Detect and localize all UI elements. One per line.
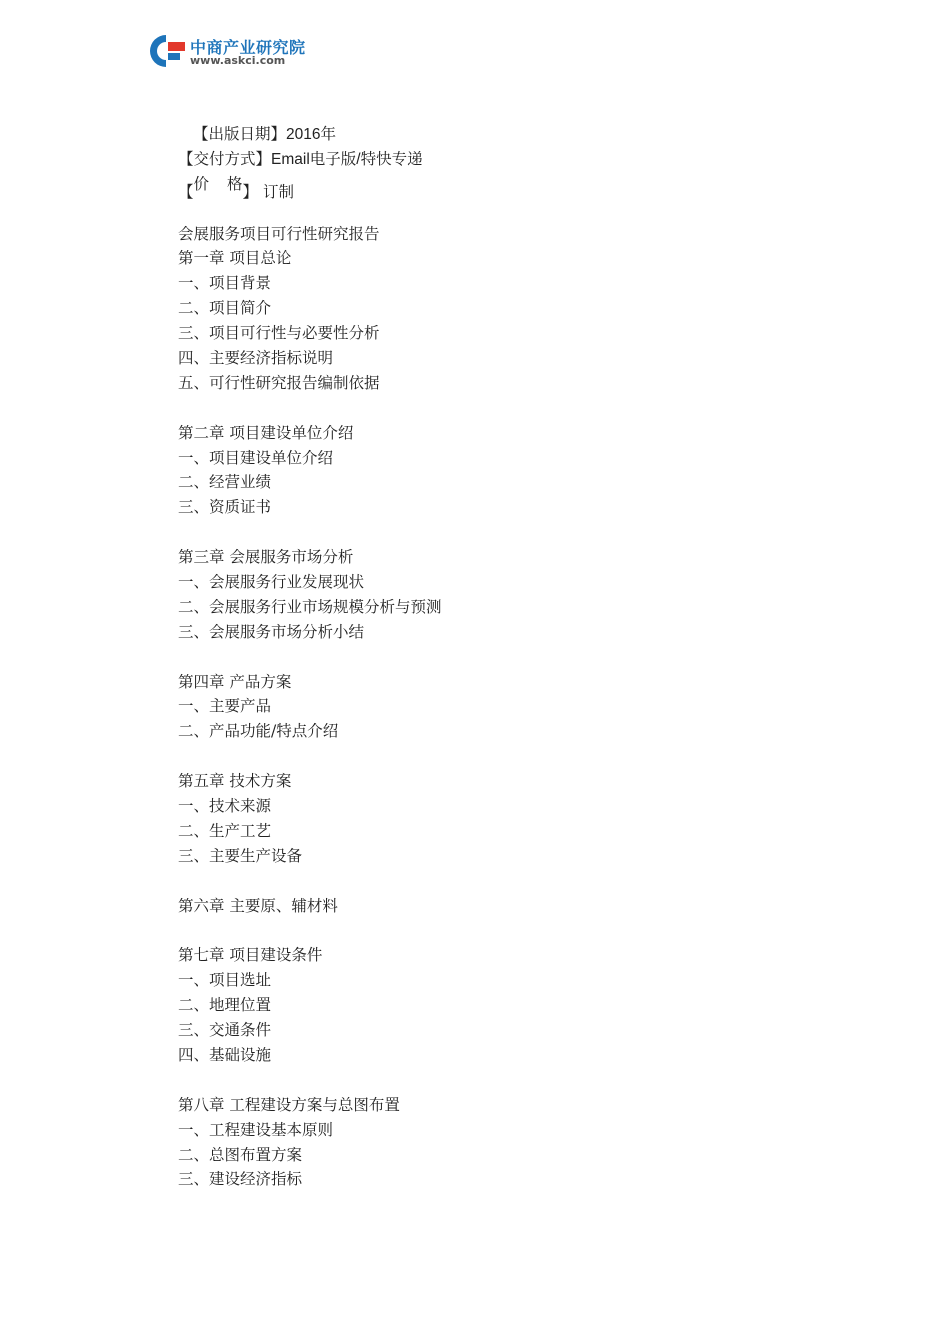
section-item: 四、基础设施 <box>178 1045 272 1064</box>
chapter-title: 第八章 工程建设方案与总图布置 <box>178 1095 400 1114</box>
price-value: 订制 <box>262 182 294 201</box>
publish-date-value: 2016年 <box>286 126 336 143</box>
section-item: 一、项目建设单位介绍 <box>178 448 334 467</box>
chapter-title: 第四章 产品方案 <box>178 672 292 691</box>
section-item: 五、可行性研究报告编制依据 <box>178 373 380 392</box>
section-item: 二、项目简介 <box>178 299 272 318</box>
section-item: 二、生产工艺 <box>178 821 272 840</box>
delivery-key: 【交付方式】 <box>178 149 272 168</box>
spacer <box>178 869 778 894</box>
section-item: 二、经营业绩 <box>178 473 272 492</box>
section-item: 二、会展服务行业市场规模分析与预测 <box>178 597 442 616</box>
price-key-char-1: 价 <box>193 174 210 193</box>
section-item: 三、项目可行性与必要性分析 <box>178 324 380 343</box>
spacer <box>178 396 778 421</box>
section-item: 一、主要产品 <box>178 697 272 716</box>
spacer <box>178 1068 778 1093</box>
chapter-title: 第一章 项目总论 <box>178 249 292 268</box>
delivery-value: Email电子版/特快专递 <box>271 150 423 168</box>
document-body <box>178 122 778 1192</box>
section-item: 二、总图布置方案 <box>178 1145 303 1164</box>
publish-date-line <box>178 122 778 147</box>
section-item: 三、会展服务市场分析小结 <box>178 622 365 641</box>
section-item: 一、项目背景 <box>178 274 272 293</box>
section-item: 二、地理位置 <box>178 996 272 1015</box>
delivery-line <box>178 147 778 172</box>
price-bracket-close: 】 <box>242 182 259 201</box>
askci-logo-mark-icon <box>148 33 186 69</box>
price-bracket-open: 【 <box>178 182 194 201</box>
publish-date-key: 【出版日期】 <box>193 125 287 143</box>
report-title: 会展服务项目可行性研究报告 <box>178 224 380 243</box>
section-item: 三、主要生产设备 <box>178 846 303 865</box>
price-key <box>194 172 243 197</box>
spacer <box>178 744 778 769</box>
spacer <box>178 645 778 670</box>
chapter-title: 第二章 项目建设单位介绍 <box>178 423 354 442</box>
table-of-contents <box>178 246 778 1192</box>
chapter-title: 第三章 会展服务市场分析 <box>178 548 354 567</box>
chapter-title: 第六章 主要原、辅材料 <box>178 896 338 915</box>
section-item: 二、产品功能/特点介绍 <box>178 722 339 741</box>
section-item: 一、技术来源 <box>178 797 272 816</box>
logo-title: 中商产业研究院 <box>190 38 306 57</box>
spacer <box>178 520 778 545</box>
chapter-title: 第七章 项目建设条件 <box>178 946 323 965</box>
section-item: 一、项目选址 <box>178 971 272 990</box>
logo-url: www.askci.com <box>190 54 286 67</box>
section-item: 三、资质证书 <box>178 498 272 517</box>
price-key-char-2: 格 <box>227 174 243 193</box>
section-item: 三、建设经济指标 <box>178 1170 303 1189</box>
askci-logo <box>148 33 348 69</box>
section-item: 四、主要经济指标说明 <box>178 349 334 368</box>
section-item: 一、工程建设基本原则 <box>178 1120 334 1139</box>
price-line <box>178 172 778 201</box>
chapter-title: 第五章 技术方案 <box>178 772 292 791</box>
section-item: 三、交通条件 <box>178 1021 272 1040</box>
section-item: 一、会展服务行业发展现状 <box>178 573 365 592</box>
spacer <box>178 919 778 944</box>
